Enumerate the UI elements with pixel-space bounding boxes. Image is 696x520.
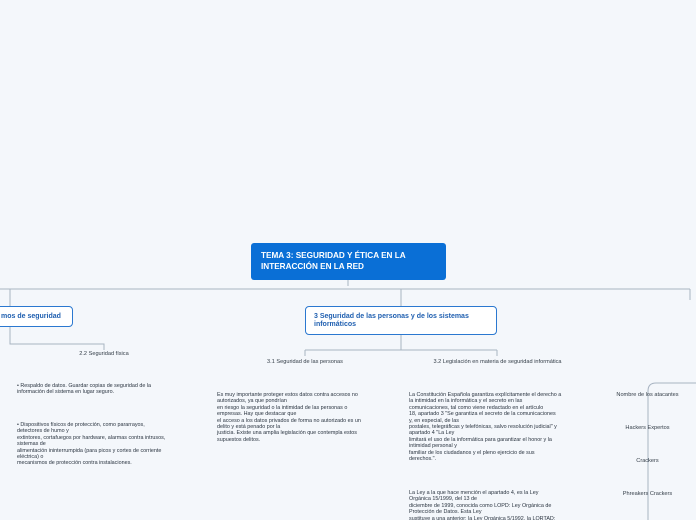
attacker-hackers-expertos[interactable]: Hackers Expertos	[625, 425, 670, 431]
attacker-phreakers-crackers[interactable]: Phreakers Crackers	[622, 491, 673, 497]
subtopic-seguridad-fisica[interactable]: 2.2 Seguridad física	[79, 351, 129, 357]
text-dispositivos-fisicos: • Dispositivos físicos de protección, como pararrayos, detectores de humo y extintores, cortafuegos por hardware, alarmas contra intrusos, sistemas de alimentación ininterrumpida (para picos y cortes de corriente eléctrica) o mecanismos de protección contra instalaciones.	[17, 422, 166, 467]
connector-left-branch	[10, 327, 104, 350]
branch-mecanismos-seguridad[interactable]	[0, 306, 73, 327]
branch-mecanismos-label: mos de seguridad	[1, 312, 61, 320]
root-topic[interactable]	[251, 243, 446, 280]
connector-mid-branch	[305, 335, 497, 356]
connector-root-to-branches	[0, 280, 690, 306]
connector-attackers	[648, 289, 696, 520]
attacker-crackers[interactable]: Crackers	[636, 458, 659, 464]
subtopic-seguridad-personas[interactable]: 3.1 Seguridad de las personas	[267, 359, 343, 365]
text-lopd: La Ley a la que hace mención el apartado 4, es la Ley Orgánica 15/1999, del 13 de diciembre de 1999, conocida como LOPD: Ley Orgánica de Protección de Datos. Esta Ley sustituye a una anterior: la Ley Orgánica 5/1992, la LORTAD:	[409, 490, 556, 520]
text-proteccion-datos: Es muy importante proteger estos datos contra accesos no autorizados, ya que pondrían en riesgo la seguridad o la intimidad de las personas o empresas. Hay que destacar que el acceso a los datos privados de forma no autorizado es un delito y está penado por la justicia. Existe una amplia legislación que contempla estos supuestos delitos.	[217, 392, 361, 443]
text-constitucion: La Constitución Española garantiza explícitamente el derecho a la intimidad en la informática y el secreto en las comunicaciones, tal como viene redactado en el artículo 18, apartado 3 "Se garantiza el secreto de la comunicaciones y, en especial, de las postales, telegráficas y telefónicas, salvo resolución judicial" y apartado 4 "La Ley limitará el uso de la informática para garantizar el honor y la intimidad personal y familiar de los ciudadanos y el pleno ejercicio de sus derechos.".	[409, 392, 562, 463]
branch-seguridad-personas-sistemas[interactable]	[305, 306, 497, 335]
subtopic-legislacion[interactable]: 3.2 Legislación en materia de seguridad informática	[433, 359, 562, 365]
text-respaldo-datos: • Respaldo de datos. Guardar copias de seguridad de la información del sistema en lugar seguro.	[17, 383, 152, 396]
attackers-heading[interactable]: Nombre de los atacantes	[616, 392, 679, 398]
root-topic-title: TEMA 3: SEGURIDAD Y ÉTICA EN LA INTERACCIÓN EN LA RED	[261, 251, 406, 271]
branch-seguridad-label: 3 Seguridad de las personas y de los sistemas informáticos	[314, 312, 469, 328]
